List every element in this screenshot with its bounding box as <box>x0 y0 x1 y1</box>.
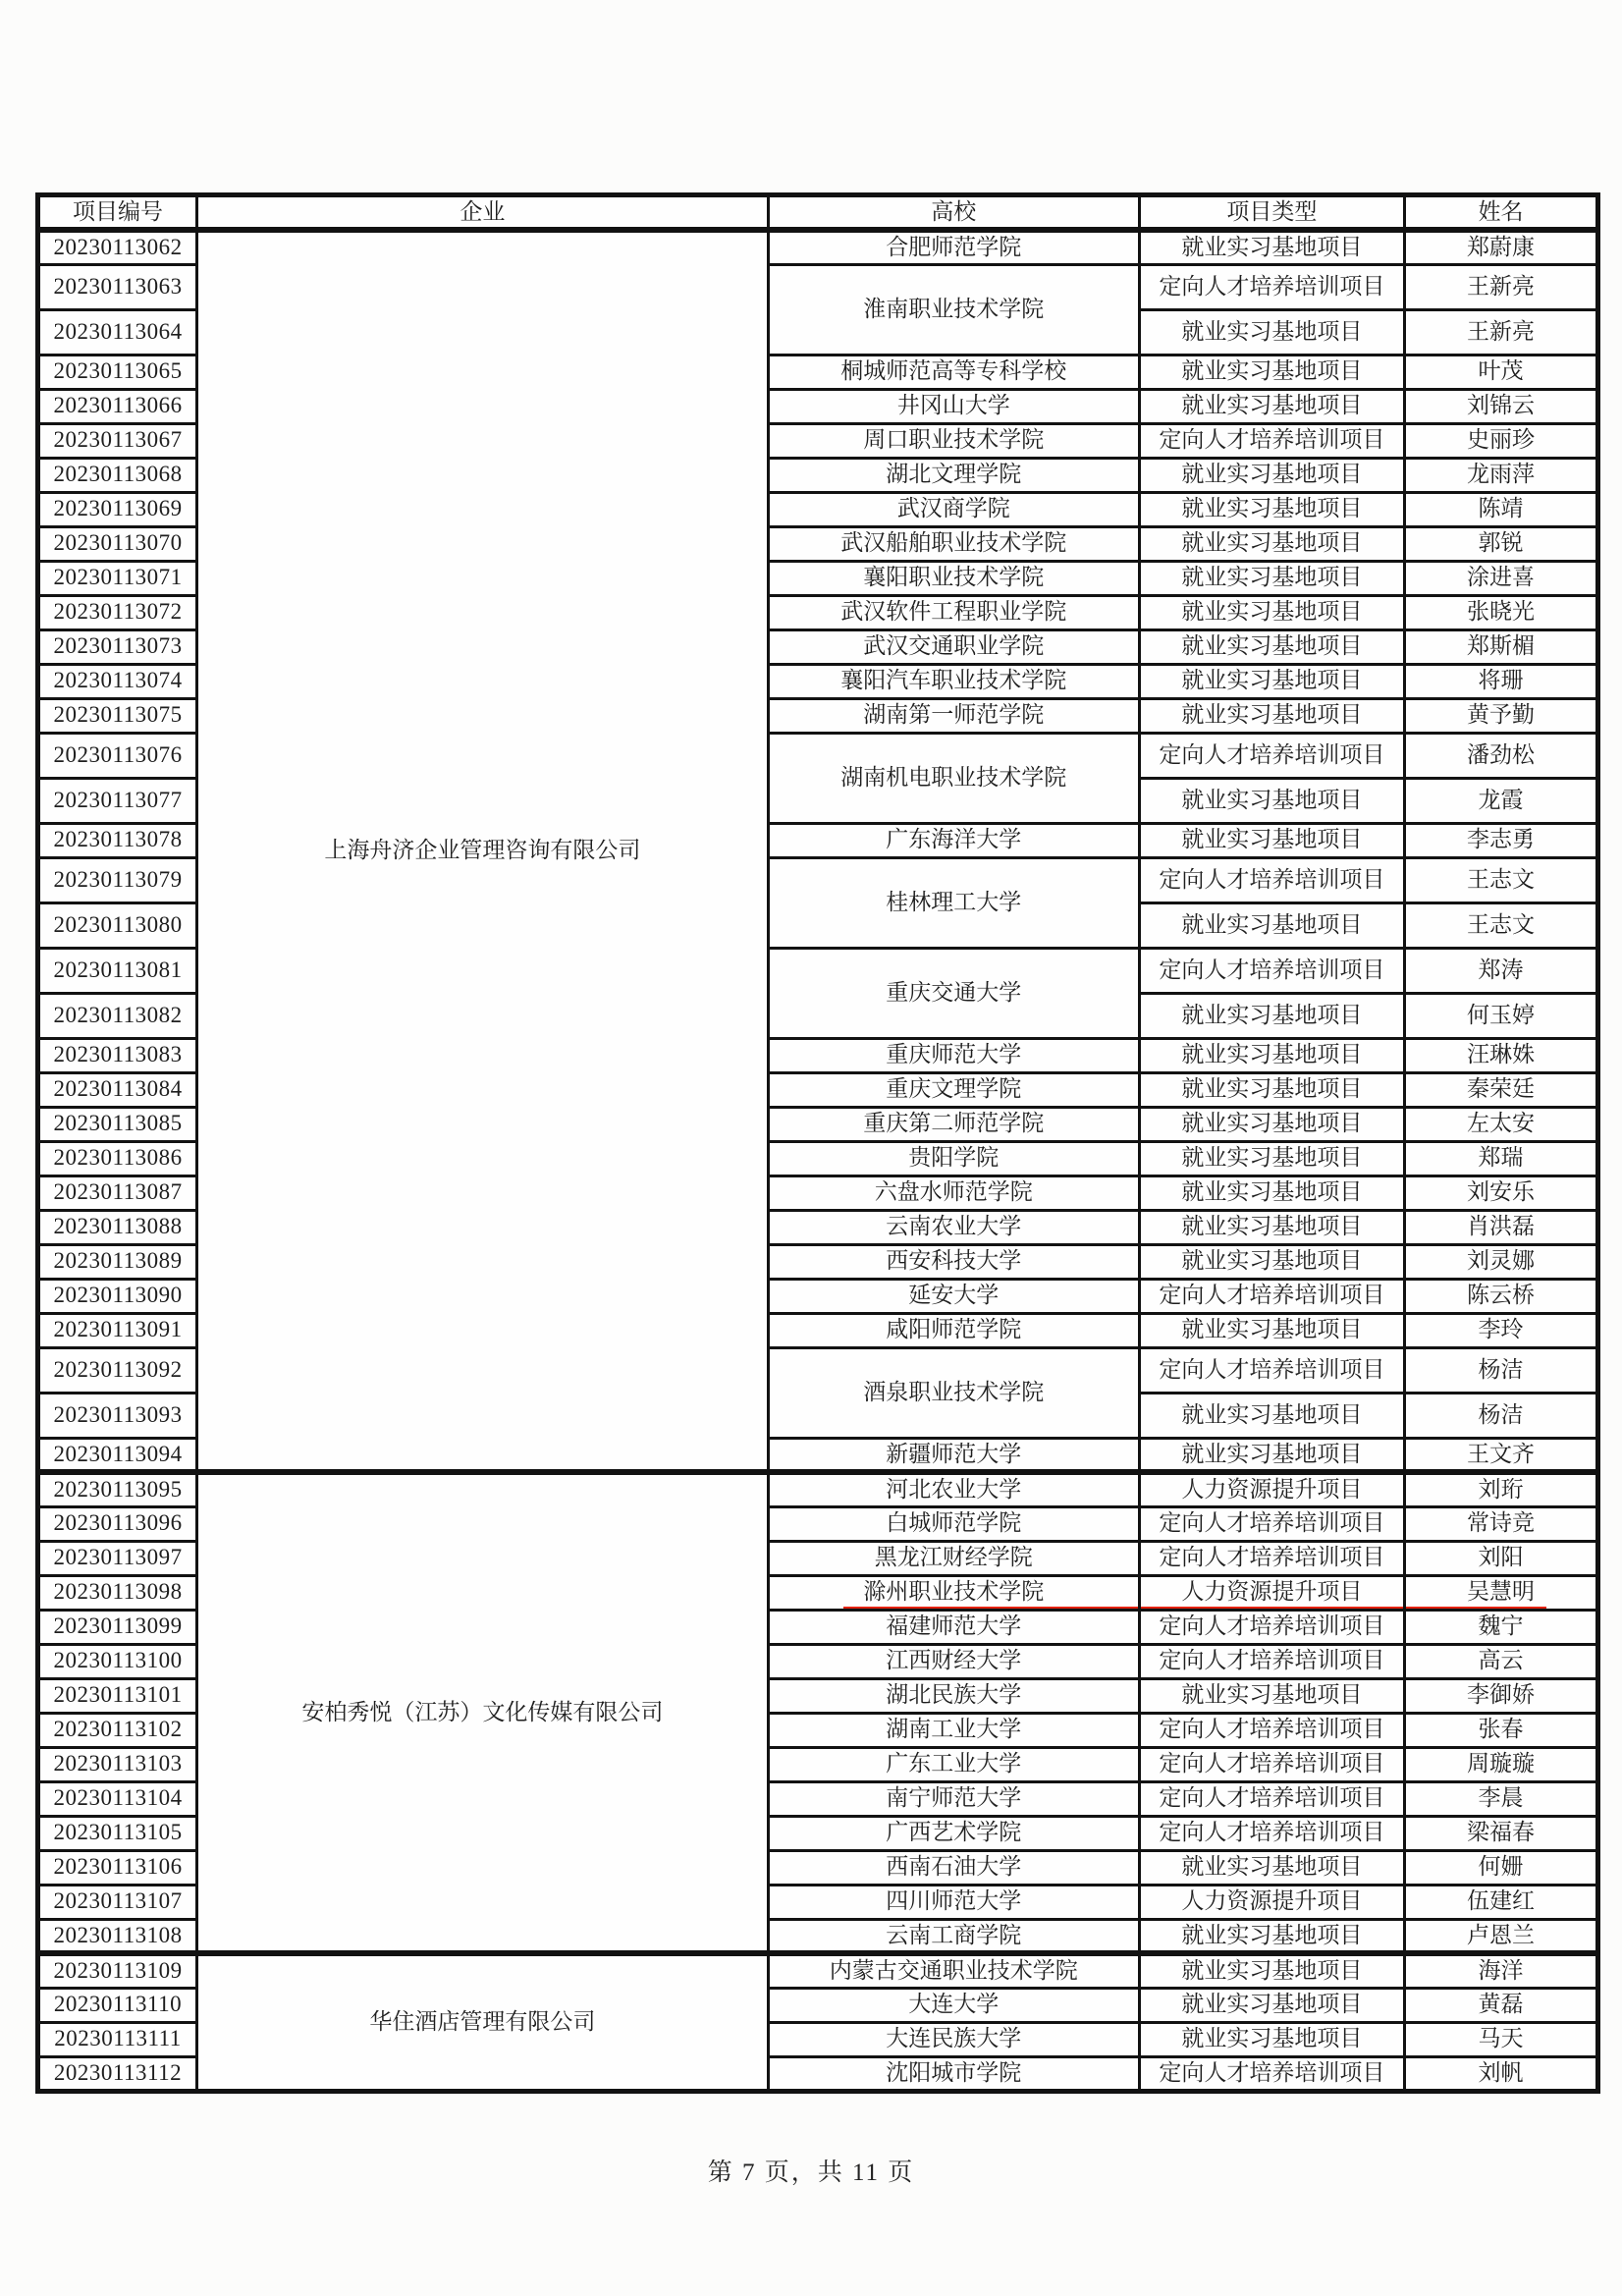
cell-name: 李志勇 <box>1404 823 1597 857</box>
cell-name: 郭锐 <box>1404 526 1597 561</box>
cell-project-id: 20230113078 <box>38 823 197 857</box>
cell-school: 内蒙古交通职业技术学院 <box>768 1953 1139 1988</box>
cell-name: 将珊 <box>1404 664 1597 698</box>
cell-school: 云南农业大学 <box>768 1210 1139 1244</box>
cell-school: 西南石油大学 <box>768 1850 1139 1885</box>
cell-project-type: 就业实习基地项目 <box>1139 1919 1404 1953</box>
cell-project-type: 就业实习基地项目 <box>1139 629 1404 664</box>
cell-school: 武汉交通职业学院 <box>768 629 1139 664</box>
cell-project-id: 20230113065 <box>38 355 197 389</box>
cell-project-id: 20230113068 <box>38 458 197 492</box>
cell-project-type: 定向人才培养培训项目 <box>1139 733 1404 778</box>
cell-project-id: 20230113104 <box>38 1781 197 1816</box>
cell-name: 高云 <box>1404 1644 1597 1678</box>
cell-name: 海洋 <box>1404 1953 1597 1988</box>
cell-school: 重庆第二师范学院 <box>768 1107 1139 1141</box>
cell-name: 王志文 <box>1404 902 1597 948</box>
col-header-school: 高校 <box>768 195 1139 231</box>
table-row <box>38 1953 1598 1988</box>
cell-project-id: 20230113074 <box>38 664 197 698</box>
table-header <box>38 195 1598 231</box>
cell-name: 黄磊 <box>1404 1988 1597 2022</box>
cell-school: 桂林理工大学 <box>768 857 1139 948</box>
cell-project-type: 就业实习基地项目 <box>1139 1953 1404 1988</box>
cell-name: 黄予勤 <box>1404 698 1597 733</box>
cell-project-id: 20230113062 <box>38 230 197 264</box>
table-body <box>38 230 1598 2091</box>
cell-project-id: 20230113090 <box>38 1279 197 1313</box>
cell-project-type: 就业实习基地项目 <box>1139 993 1404 1038</box>
table-row <box>38 230 1598 264</box>
cell-school: 延安大学 <box>768 1279 1139 1313</box>
cell-name: 王志文 <box>1404 857 1597 902</box>
cell-project-id: 20230113110 <box>38 1988 197 2022</box>
cell-project-id: 20230113088 <box>38 1210 197 1244</box>
cell-project-type: 就业实习基地项目 <box>1139 1175 1404 1210</box>
cell-school: 湖北民族大学 <box>768 1678 1139 1713</box>
cell-project-type: 定向人才培养培训项目 <box>1139 2056 1404 2091</box>
cell-name: 周璇璇 <box>1404 1747 1597 1781</box>
cell-school: 湖南工业大学 <box>768 1713 1139 1747</box>
cell-project-type: 就业实习基地项目 <box>1139 664 1404 698</box>
cell-project-id: 20230113067 <box>38 423 197 458</box>
cell-school: 四川师范大学 <box>768 1885 1139 1919</box>
cell-project-id: 20230113066 <box>38 389 197 423</box>
cell-project-type: 定向人才培养培训项目 <box>1139 264 1404 309</box>
cell-school: 大连大学 <box>768 1988 1139 2022</box>
cell-school: 周口职业技术学院 <box>768 423 1139 458</box>
cell-project-type: 定向人才培养培训项目 <box>1139 1506 1404 1541</box>
cell-project-id: 20230113105 <box>38 1816 197 1850</box>
cell-project-type: 就业实习基地项目 <box>1139 309 1404 355</box>
cell-name: 伍建红 <box>1404 1885 1597 1919</box>
cell-school: 西安科技大学 <box>768 1244 1139 1279</box>
cell-project-id: 20230113079 <box>38 857 197 902</box>
cell-school: 南宁师范大学 <box>768 1781 1139 1816</box>
cell-name: 郑瑞 <box>1404 1141 1597 1175</box>
cell-project-id: 20230113095 <box>38 1472 197 1506</box>
cell-project-type: 定向人才培养培训项目 <box>1139 1541 1404 1575</box>
cell-project-type: 就业实习基地项目 <box>1139 1988 1404 2022</box>
cell-project-id: 20230113100 <box>38 1644 197 1678</box>
cell-name: 刘锦云 <box>1404 389 1597 423</box>
cell-name: 叶茂 <box>1404 355 1597 389</box>
cell-project-id: 20230113102 <box>38 1713 197 1747</box>
cell-name: 潘劲松 <box>1404 733 1597 778</box>
cell-name: 龙雨萍 <box>1404 458 1597 492</box>
col-header-project-id: 项目编号 <box>38 195 197 231</box>
cell-school: 六盘水师范学院 <box>768 1175 1139 1210</box>
col-header-project-type: 项目类型 <box>1139 195 1404 231</box>
cell-project-type: 定向人才培养培训项目 <box>1139 1816 1404 1850</box>
cell-project-id: 20230113085 <box>38 1107 197 1141</box>
cell-project-type: 就业实习基地项目 <box>1139 561 1404 595</box>
cell-project-id: 20230113075 <box>38 698 197 733</box>
cell-project-id: 20230113071 <box>38 561 197 595</box>
cell-project-type: 就业实习基地项目 <box>1139 902 1404 948</box>
cell-project-id: 20230113070 <box>38 526 197 561</box>
cell-project-id: 20230113101 <box>38 1678 197 1713</box>
cell-name: 常诗竞 <box>1404 1506 1597 1541</box>
cell-name: 郑蔚康 <box>1404 230 1597 264</box>
cell-project-id: 20230113083 <box>38 1038 197 1072</box>
cell-project-id: 20230113106 <box>38 1850 197 1885</box>
cell-name: 郑涛 <box>1404 948 1597 993</box>
cell-project-type: 定向人才培养培训项目 <box>1139 948 1404 993</box>
table-row <box>38 1472 1598 1506</box>
cell-name: 史丽珍 <box>1404 423 1597 458</box>
cell-project-type: 就业实习基地项目 <box>1139 389 1404 423</box>
cell-name: 秦荣廷 <box>1404 1072 1597 1107</box>
cell-project-id: 20230113069 <box>38 492 197 526</box>
cell-school: 新疆师范大学 <box>768 1438 1139 1472</box>
cell-company: 安柏秀悦（江苏）文化传媒有限公司 <box>197 1472 769 1953</box>
cell-school: 重庆交通大学 <box>768 948 1139 1038</box>
cell-project-id: 20230113098 <box>38 1575 197 1610</box>
cell-project-id: 20230113077 <box>38 778 197 823</box>
cell-name: 刘帆 <box>1404 2056 1597 2091</box>
cell-project-type: 定向人才培养培训项目 <box>1139 1644 1404 1678</box>
cell-school: 江西财经大学 <box>768 1644 1139 1678</box>
cell-name: 马天 <box>1404 2022 1597 2056</box>
cell-school: 黑龙江财经学院 <box>768 1541 1139 1575</box>
cell-project-type: 就业实习基地项目 <box>1139 1072 1404 1107</box>
cell-project-type: 就业实习基地项目 <box>1139 1244 1404 1279</box>
cell-project-type: 就业实习基地项目 <box>1139 492 1404 526</box>
cell-project-id: 20230113084 <box>38 1072 197 1107</box>
cell-name: 吴慧明 <box>1404 1575 1597 1610</box>
cell-school: 云南工商学院 <box>768 1919 1139 1953</box>
cell-project-type: 定向人才培养培训项目 <box>1139 1610 1404 1644</box>
cell-project-type: 就业实习基地项目 <box>1139 230 1404 264</box>
cell-project-id: 20230113080 <box>38 902 197 948</box>
cell-name: 魏宁 <box>1404 1610 1597 1644</box>
cell-name: 李御娇 <box>1404 1678 1597 1713</box>
cell-name: 肖洪磊 <box>1404 1210 1597 1244</box>
cell-name: 何玉婷 <box>1404 993 1597 1038</box>
cell-project-id: 20230113073 <box>38 629 197 664</box>
cell-name: 刘阳 <box>1404 1541 1597 1575</box>
cell-name: 汪琳姝 <box>1404 1038 1597 1072</box>
projects-table <box>35 192 1600 2094</box>
cell-project-type: 就业实习基地项目 <box>1139 2022 1404 2056</box>
cell-project-type: 人力资源提升项目 <box>1139 1575 1404 1610</box>
cell-school: 重庆师范大学 <box>768 1038 1139 1072</box>
cell-project-type: 就业实习基地项目 <box>1139 1850 1404 1885</box>
cell-school: 襄阳汽车职业技术学院 <box>768 664 1139 698</box>
cell-name: 何姗 <box>1404 1850 1597 1885</box>
cell-school: 井冈山大学 <box>768 389 1139 423</box>
cell-project-type: 就业实习基地项目 <box>1139 1393 1404 1438</box>
cell-name: 张晓光 <box>1404 595 1597 629</box>
cell-project-type: 定向人才培养培训项目 <box>1139 857 1404 902</box>
cell-name: 刘安乐 <box>1404 1175 1597 1210</box>
cell-school: 广东海洋大学 <box>768 823 1139 857</box>
cell-school: 咸阳师范学院 <box>768 1313 1139 1347</box>
cell-name: 王新亮 <box>1404 264 1597 309</box>
cell-project-id: 20230113082 <box>38 993 197 1038</box>
cell-project-id: 20230113108 <box>38 1919 197 1953</box>
cell-school: 襄阳职业技术学院 <box>768 561 1139 595</box>
cell-school: 沈阳城市学院 <box>768 2056 1139 2091</box>
cell-project-type: 就业实习基地项目 <box>1139 355 1404 389</box>
cell-company: 上海舟济企业管理咨询有限公司 <box>197 230 769 1472</box>
cell-project-type: 定向人才培养培训项目 <box>1139 423 1404 458</box>
cell-name: 王新亮 <box>1404 309 1597 355</box>
cell-project-id: 20230113086 <box>38 1141 197 1175</box>
cell-project-type: 就业实习基地项目 <box>1139 1107 1404 1141</box>
cell-project-id: 20230113109 <box>38 1953 197 1988</box>
cell-project-type: 就业实习基地项目 <box>1139 1438 1404 1472</box>
cell-school: 广西艺术学院 <box>768 1816 1139 1850</box>
col-header-name: 姓名 <box>1404 195 1597 231</box>
cell-project-type: 定向人才培养培训项目 <box>1139 1713 1404 1747</box>
cell-name: 张春 <box>1404 1713 1597 1747</box>
cell-name: 郑斯楣 <box>1404 629 1597 664</box>
cell-project-type: 就业实习基地项目 <box>1139 526 1404 561</box>
cell-project-id: 20230113064 <box>38 309 197 355</box>
cell-school: 淮南职业技术学院 <box>768 264 1139 355</box>
cell-project-type: 定向人才培养培训项目 <box>1139 1279 1404 1313</box>
col-header-company: 企业 <box>197 195 769 231</box>
header-row <box>38 195 1598 231</box>
cell-school: 广东工业大学 <box>768 1747 1139 1781</box>
cell-project-type: 就业实习基地项目 <box>1139 1141 1404 1175</box>
cell-project-id: 20230113097 <box>38 1541 197 1575</box>
cell-project-type: 就业实习基地项目 <box>1139 1678 1404 1713</box>
cell-project-id: 20230113063 <box>38 264 197 309</box>
cell-project-id: 20230113096 <box>38 1506 197 1541</box>
cell-project-type: 就业实习基地项目 <box>1139 1313 1404 1347</box>
cell-name: 龙霞 <box>1404 778 1597 823</box>
cell-project-id: 20230113072 <box>38 595 197 629</box>
cell-project-type: 人力资源提升项目 <box>1139 1885 1404 1919</box>
cell-project-id: 20230113103 <box>38 1747 197 1781</box>
cell-name: 李玲 <box>1404 1313 1597 1347</box>
cell-project-type: 就业实习基地项目 <box>1139 458 1404 492</box>
cell-project-type: 就业实习基地项目 <box>1139 1038 1404 1072</box>
cell-school: 合肥师范学院 <box>768 230 1139 264</box>
cell-project-type: 定向人才培养培训项目 <box>1139 1347 1404 1393</box>
cell-school: 湖北文理学院 <box>768 458 1139 492</box>
cell-project-id: 20230113099 <box>38 1610 197 1644</box>
cell-school: 滁州职业技术学院 <box>768 1575 1139 1610</box>
cell-project-id: 20230113089 <box>38 1244 197 1279</box>
cell-name: 左太安 <box>1404 1107 1597 1141</box>
cell-name: 陈云桥 <box>1404 1279 1597 1313</box>
cell-school: 重庆文理学院 <box>768 1072 1139 1107</box>
cell-school: 湖南机电职业技术学院 <box>768 733 1139 823</box>
cell-project-id: 20230113076 <box>38 733 197 778</box>
cell-project-type: 就业实习基地项目 <box>1139 1210 1404 1244</box>
cell-school: 福建师范大学 <box>768 1610 1139 1644</box>
cell-name: 陈靖 <box>1404 492 1597 526</box>
cell-project-type: 就业实习基地项目 <box>1139 823 1404 857</box>
cell-project-id: 20230113087 <box>38 1175 197 1210</box>
cell-school: 湖南第一师范学院 <box>768 698 1139 733</box>
cell-project-id: 20230113091 <box>38 1313 197 1347</box>
cell-name: 杨洁 <box>1404 1393 1597 1438</box>
cell-name: 刘灵娜 <box>1404 1244 1597 1279</box>
cell-school: 武汉软件工程职业学院 <box>768 595 1139 629</box>
cell-project-id: 20230113093 <box>38 1393 197 1438</box>
cell-name: 卢恩兰 <box>1404 1919 1597 1953</box>
cell-name: 杨洁 <box>1404 1347 1597 1393</box>
cell-school: 河北农业大学 <box>768 1472 1139 1506</box>
cell-school: 白城师范学院 <box>768 1506 1139 1541</box>
cell-school: 桐城师范高等专科学校 <box>768 355 1139 389</box>
cell-project-type: 就业实习基地项目 <box>1139 778 1404 823</box>
cell-school: 贵阳学院 <box>768 1141 1139 1175</box>
cell-school: 武汉商学院 <box>768 492 1139 526</box>
cell-project-id: 20230113081 <box>38 948 197 993</box>
cell-project-type: 人力资源提升项目 <box>1139 1472 1404 1506</box>
cell-project-id: 20230113112 <box>38 2056 197 2091</box>
cell-project-id: 20230113092 <box>38 1347 197 1393</box>
cell-company: 华住酒店管理有限公司 <box>197 1953 769 2091</box>
cell-name: 涂进喜 <box>1404 561 1597 595</box>
cell-project-type: 定向人才培养培训项目 <box>1139 1747 1404 1781</box>
cell-school: 酒泉职业技术学院 <box>768 1347 1139 1438</box>
cell-name: 李晨 <box>1404 1781 1597 1816</box>
cell-project-id: 20230113111 <box>38 2022 197 2056</box>
cell-project-type: 就业实习基地项目 <box>1139 595 1404 629</box>
cell-project-id: 20230113094 <box>38 1438 197 1472</box>
page-number: 第 7 页，共 11 页 <box>707 2159 915 2186</box>
cell-project-id: 20230113107 <box>38 1885 197 1919</box>
cell-project-type: 就业实习基地项目 <box>1139 698 1404 733</box>
cell-project-type: 定向人才培养培训项目 <box>1139 1781 1404 1816</box>
cell-name: 王文齐 <box>1404 1438 1597 1472</box>
cell-school: 大连民族大学 <box>768 2022 1139 2056</box>
cell-name: 梁福春 <box>1404 1816 1597 1850</box>
cell-school: 武汉船舶职业技术学院 <box>768 526 1139 561</box>
cell-name: 刘珩 <box>1404 1472 1597 1506</box>
